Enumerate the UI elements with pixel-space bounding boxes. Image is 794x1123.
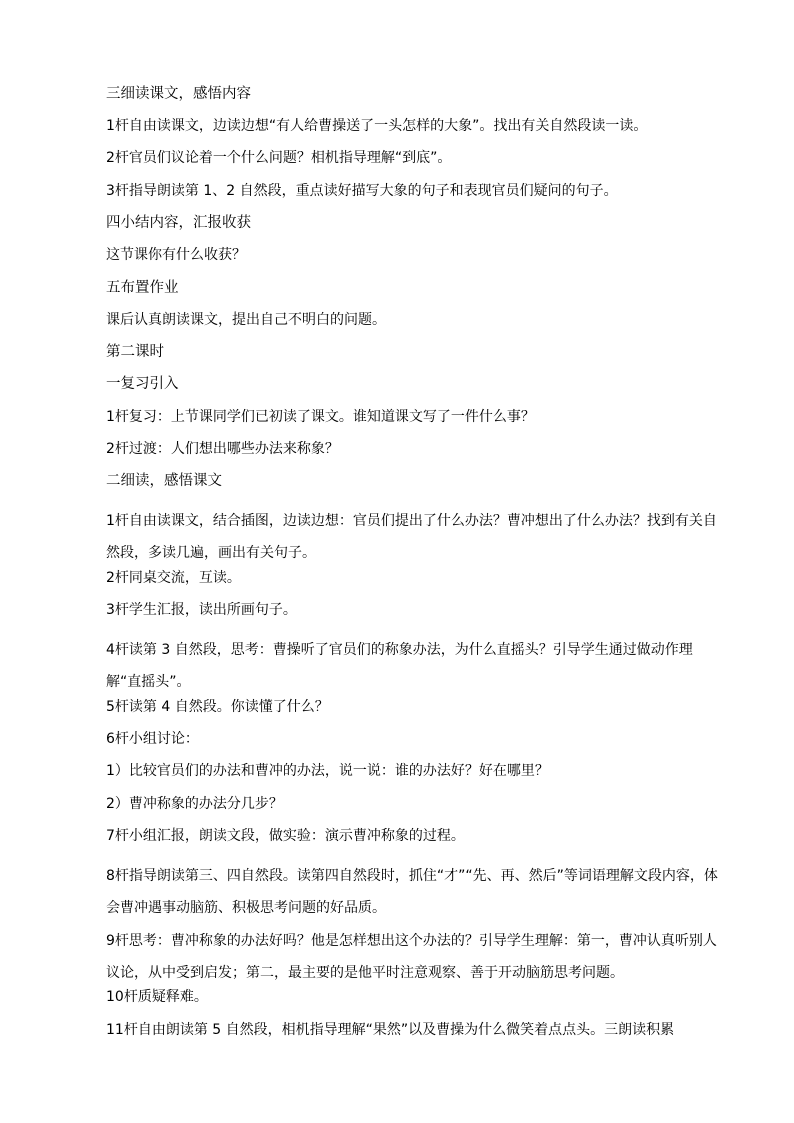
paragraph: 2杆同桌交流，互读。 [106,570,241,586]
section-heading: 第二课时 [106,344,164,360]
section-heading: 二细读，感悟课文 [106,473,222,489]
paragraph: 2杆过渡：人们想出哪些办法来称象？ [106,441,339,457]
section-heading: 三细读课文，感悟内容 [106,86,251,102]
section-heading: 五布置作业 [106,280,179,296]
paragraph: 6杆小组讨论： [106,731,199,747]
paragraph: 8杆指导朗读第三、四自然段。读第四自然段时，抓住“才”“先、再、然后”等词语理解文段内容，体会曹冲遇事动脑筋、积极思考问题的好品质。 [106,868,718,916]
paragraph: 10杆质疑释难。 [106,989,208,1005]
list-item: 2）曹冲称象的办法分几步？ [106,796,283,812]
list-item: 1）比较官员们的办法和曹冲的办法，说一说：谁的办法好？好在哪里？ [106,763,549,779]
paragraph: 课后认真朗读课文，提出自己不明白的问题。 [106,312,386,328]
paragraph: 1杆复习：上节课同学们已初读了课文。谁知道课文写了一件什么事？ [106,409,535,425]
paragraph: 3杆指导朗读第 1、2 自然段，重点读好描写大象的句子和表现官员们疑问的句子。 [106,183,618,199]
paragraph: 2杆官员们议论着一个什么问题？相机指导理解“到底”。 [106,150,452,166]
paragraph: 7杆小组汇报，朗读文段，做实验：演示曹冲称象的过程。 [106,828,465,844]
paragraph: 4杆读第 3 自然段，思考：曹操听了官员们的称象办法，为什么直摇头？引导学生通过做动作理解“直摇头”。 [106,642,693,690]
paragraph: 1杆自由读课文，结合插图，边读边想：官员们提出了什么办法？曹冲想出了什么办法？找到有关自然段，多读几遍，画出有关句子。 [106,513,717,561]
paragraph: 11杆自由朗读第 5 自然段，相机指导理解“果然”以及曹操为什么微笑着点点头。三朗读积累 [106,1022,675,1038]
paragraph: 1杆自由读课文，边读边想“有人给曹操送了一头怎样的大象”。找出有关自然段读一读。 [106,118,648,134]
paragraph: 9杆思考：曹冲称象的办法好吗？他是怎样想出这个办法的？引导学生理解：第一，曹冲认真听别人议论，从中受到启发；第二，最主要的是他平时注意观察、善于开动脑筋思考问题。 [106,933,717,981]
section-heading: 四小结内容，汇报收获 [106,215,251,231]
paragraph: 这节课你有什么收获？ [106,247,246,263]
section-heading: 一复习引入 [106,376,179,392]
paragraph: 5杆读第 4 自然段。你读懂了什么？ [106,699,329,715]
paragraph: 3杆学生汇报，读出所画句子。 [106,602,297,618]
